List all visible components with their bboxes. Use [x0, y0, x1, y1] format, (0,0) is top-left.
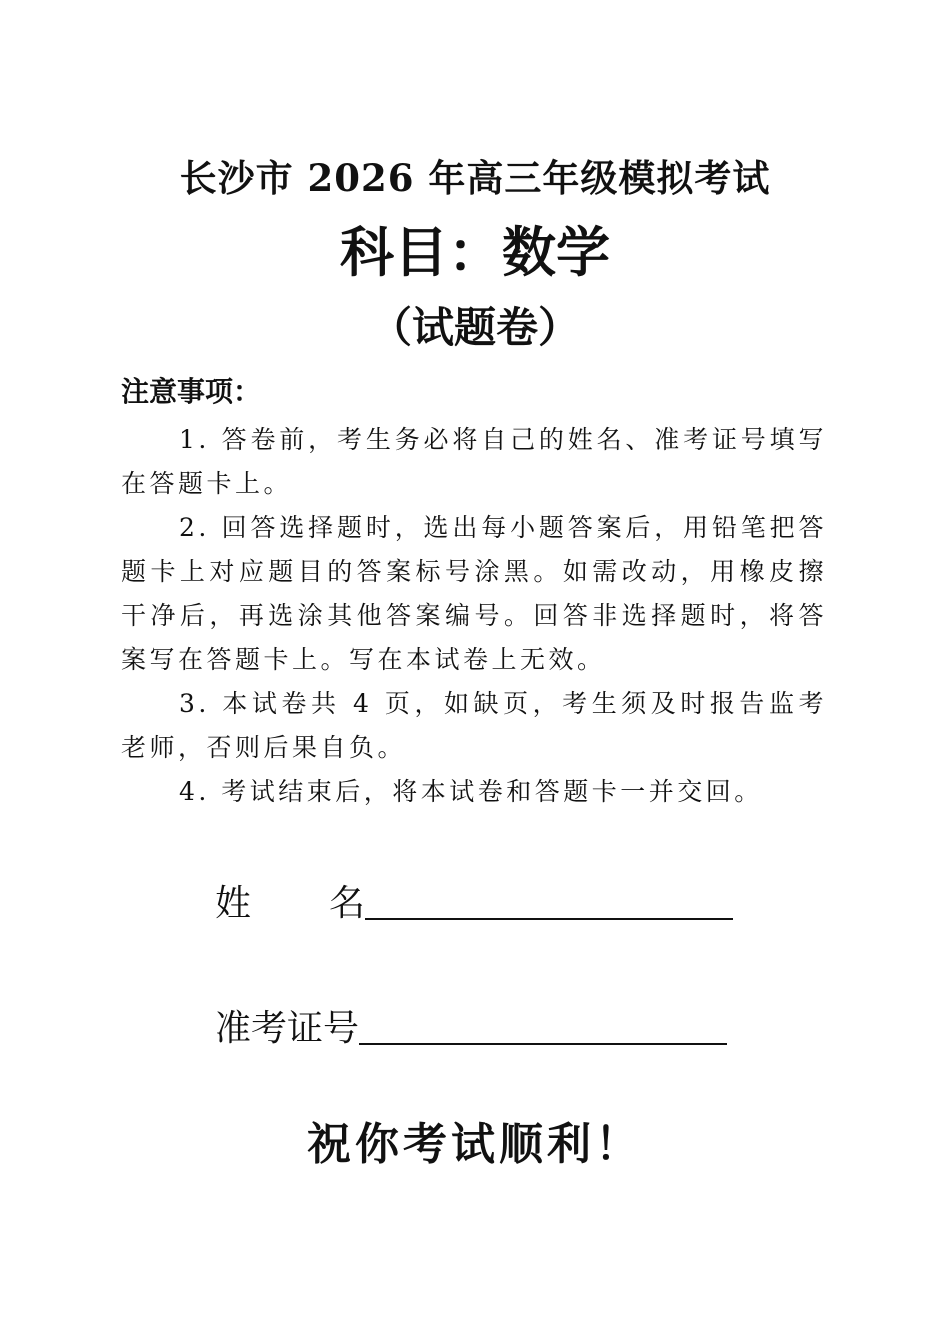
exam-title: 长沙市 2026 年高三年级模拟考试: [179, 156, 771, 200]
exam-id-label: 准考证号: [215, 1008, 360, 1049]
name-label: 姓名: [215, 883, 444, 924]
notice-item: 3. 本试卷共 4 页，如缺页，考生须及时报告监考老师，否则后果自负。: [121, 689, 827, 762]
name-field: [215, 880, 733, 928]
notice-item: 1. 答卷前，考生务必将自己的姓名、准考证号填写在答题卡上。: [121, 425, 827, 498]
name-blank-line[interactable]: [365, 918, 733, 920]
good-luck-message: 祝你考试顺利！: [307, 1119, 643, 1170]
subject-title: 科目：数学: [340, 221, 610, 284]
notice-list: [121, 418, 827, 814]
notice-heading: 注意事项：: [121, 375, 262, 408]
exam-id-field: [215, 1005, 727, 1053]
notice-item: 4. 考试结束后，将本试卷和答题卡一并交回。: [179, 777, 763, 806]
exam-id-blank-line[interactable]: [359, 1043, 727, 1045]
paper-type-label: （试题卷）: [369, 303, 580, 352]
notice-item: 2. 回答选择题时，选出每小题答案后，用铅笔把答题卡上对应题目的答案标号涂黑。如需改动，用橡皮擦干净后，再选涂其他答案编号。回答非选择题时，将答案写在答题卡上。写在本试卷上无效。: [121, 513, 827, 674]
